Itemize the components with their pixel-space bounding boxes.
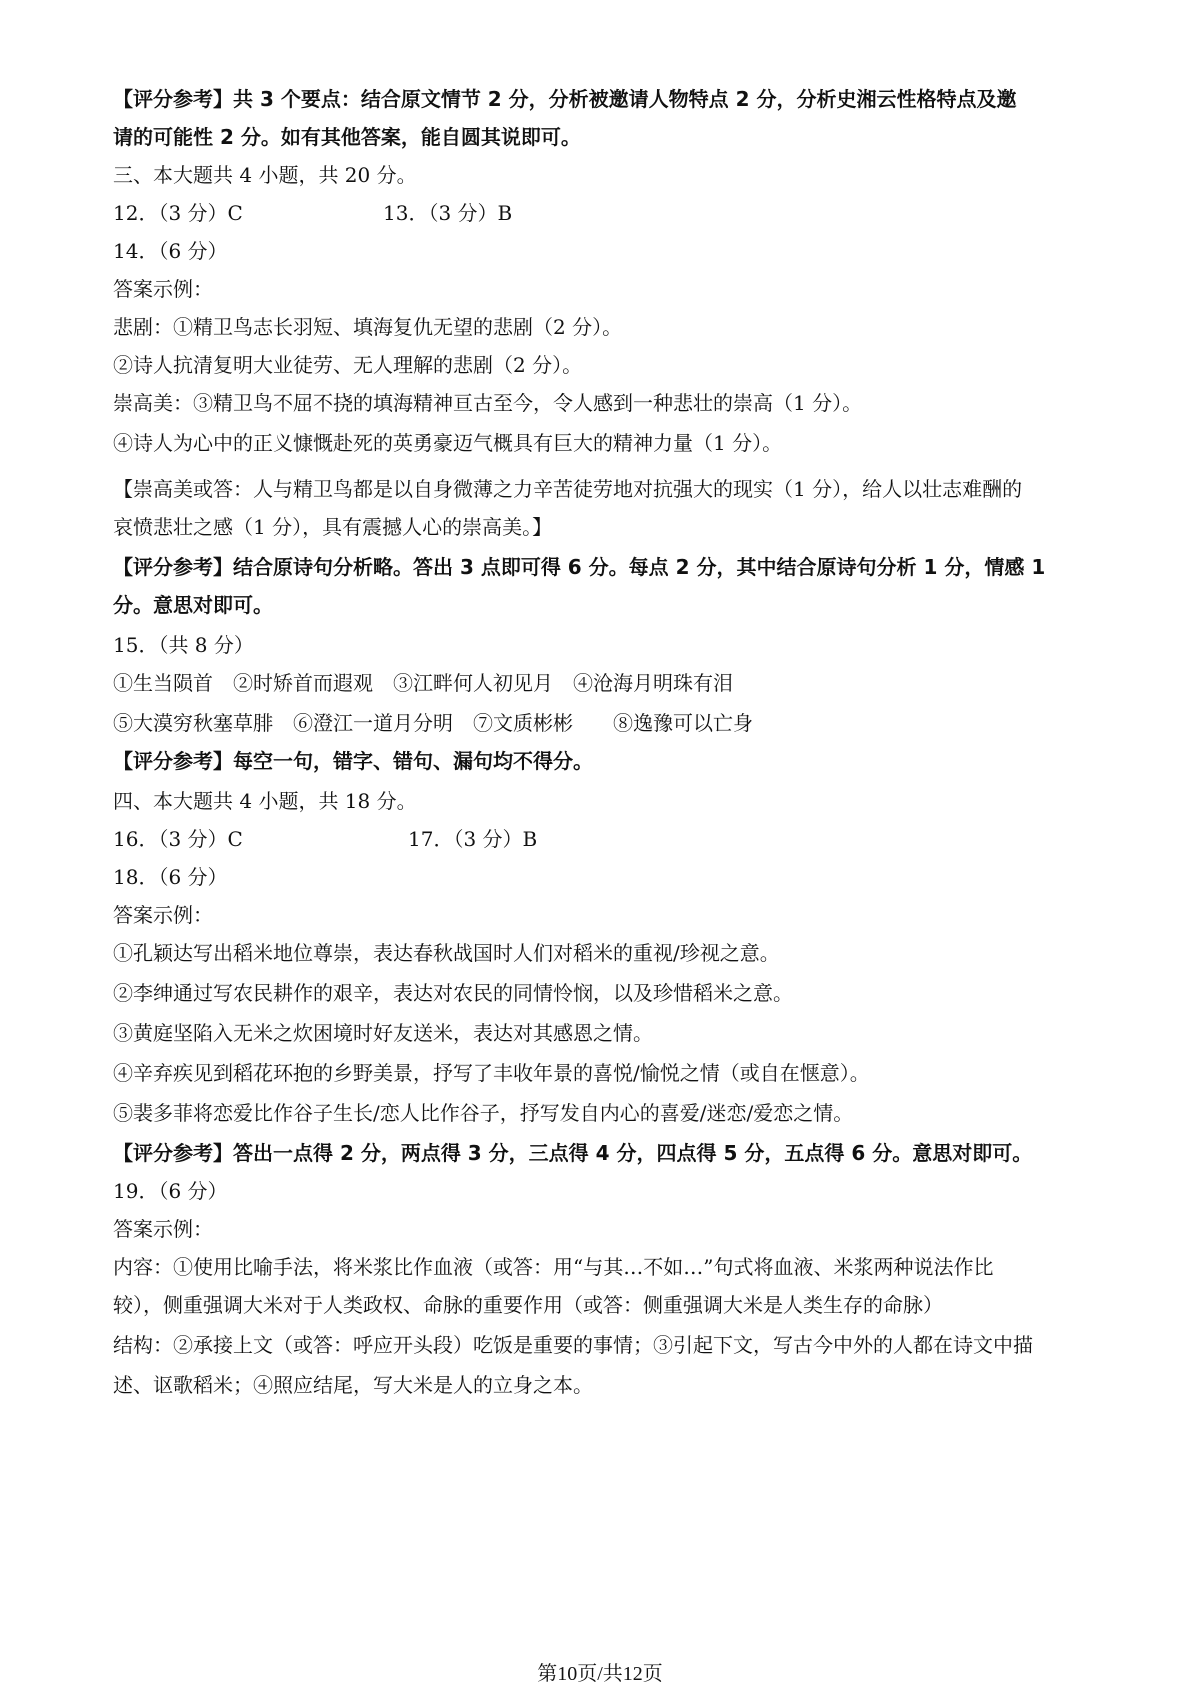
- scoring-note-line: 分。意思对即可。: [113, 593, 273, 617]
- question-number: 15．（共 8 分）: [113, 633, 254, 657]
- question-number: 19．（6 分）: [113, 1179, 228, 1203]
- answer-line: ①孔颖达写出稻米地位尊崇，表达春秋战国时人们对稻米的重视/珍视之意。: [113, 941, 780, 965]
- answer-line: ④辛弃疾见到稻花环抱的乡野美景，抒写了丰收年景的喜悦/愉悦之情（或自在惬意）。: [113, 1061, 870, 1085]
- answer-16: 16．（3 分）C: [113, 827, 243, 851]
- question-number: 14．（6 分）: [113, 239, 228, 263]
- scoring-note-line: 请的可能性 2 分。如有其他答案，能自圆其说即可。: [113, 125, 581, 149]
- answer-12: 12．（3 分）C: [113, 201, 243, 225]
- scoring-note-line: 【评分参考】结合原诗句分析略。答出 3 点即可得 6 分。每点 2 分，其中结合原诗句分析 1 分，情感 1: [113, 555, 1046, 579]
- answer-13: 13．（3 分）B: [383, 201, 513, 225]
- answer-line: ②诗人抗清复明大业徒劳、无人理解的悲剧（2 分）。: [113, 353, 583, 377]
- answer-line: ②李绅通过写农民耕作的艰辛，表达对农民的同情怜悯，以及珍惜稻米之意。: [113, 981, 793, 1005]
- answer-line: ③黄庭坚陷入无米之炊困境时好友送米，表达对其感恩之情。: [113, 1021, 653, 1045]
- answer-example-label: 答案示例：: [113, 903, 213, 927]
- answer-line: 哀愤悲壮之感（1 分），具有震撼人心的崇高美。】: [113, 515, 553, 539]
- question-number: 18．（6 分）: [113, 865, 228, 889]
- answer-17: 17．（3 分）B: [408, 827, 538, 851]
- answer-line: ⑤大漠穷秋塞草腓 ⑥澄江一道月分明 ⑦文质彬彬 ⑧逸豫可以亡身: [113, 711, 753, 735]
- scoring-note-line: 【评分参考】每空一句，错字、错句、漏句均不得分。: [113, 749, 593, 773]
- scoring-note-line: 【评分参考】共 3 个要点：结合原文情节 2 分，分析被邀请人物特点 2 分，分析史湘云性格特点及邀: [113, 87, 1017, 111]
- section-heading: 三、本大题共 4 小题，共 20 分。: [113, 163, 417, 187]
- answer-line: ⑤裴多菲将恋爱比作谷子生长/恋人比作谷子，抒写发自内心的喜爱/迷恋/爱恋之情。: [113, 1101, 854, 1125]
- answer-example-label: 答案示例：: [113, 277, 213, 301]
- answer-line: 悲剧：①精卫鸟志长羽短、填海复仇无望的悲剧（2 分）。: [113, 315, 623, 339]
- page-footer: 第10页/共12页: [537, 1663, 663, 1685]
- section-heading: 四、本大题共 4 小题，共 18 分。: [113, 789, 417, 813]
- answer-line: ①生当陨首 ②时矫首而遐观 ③江畔何人初见月 ④沧海月明珠有泪: [113, 671, 733, 695]
- answer-line: 较），侧重强调大米对于人类政权、命脉的重要作用（或答：侧重强调大米是人类生存的命脉）: [113, 1293, 943, 1317]
- scoring-note-line: 【评分参考】答出一点得 2 分，两点得 3 分，三点得 4 分，四点得 5 分，五点得 6 分。意思对即可。: [113, 1141, 1033, 1165]
- answer-line: 【崇高美或答：人与精卫鸟都是以自身微薄之力辛苦徒劳地对抗强大的现实（1 分），给人以壮志难酬的: [113, 477, 1023, 501]
- answer-row: [113, 198, 1113, 228]
- answer-line: 述、讴歌稻米；④照应结尾，写大米是人的立身之本。: [113, 1373, 593, 1397]
- answer-line: 内容：①使用比喻手法，将米浆比作血液（或答：用“与其…不如…”句式将血液、米浆两种说法作比: [113, 1255, 994, 1279]
- answer-example-label: 答案示例：: [113, 1217, 213, 1241]
- answer-row: [113, 824, 1113, 854]
- answer-line: ④诗人为心中的正义慷慨赴死的英勇豪迈气概具有巨大的精神力量（1 分）。: [113, 431, 783, 455]
- answer-line: 崇高美：③精卫鸟不屈不挠的填海精神亘古至今，令人感到一种悲壮的崇高（1 分）。: [113, 391, 863, 415]
- answer-line: 结构：②承接上文（或答：呼应开头段）吃饭是重要的事情；③引起下文，写古今中外的人都在诗文中描: [113, 1333, 1033, 1357]
